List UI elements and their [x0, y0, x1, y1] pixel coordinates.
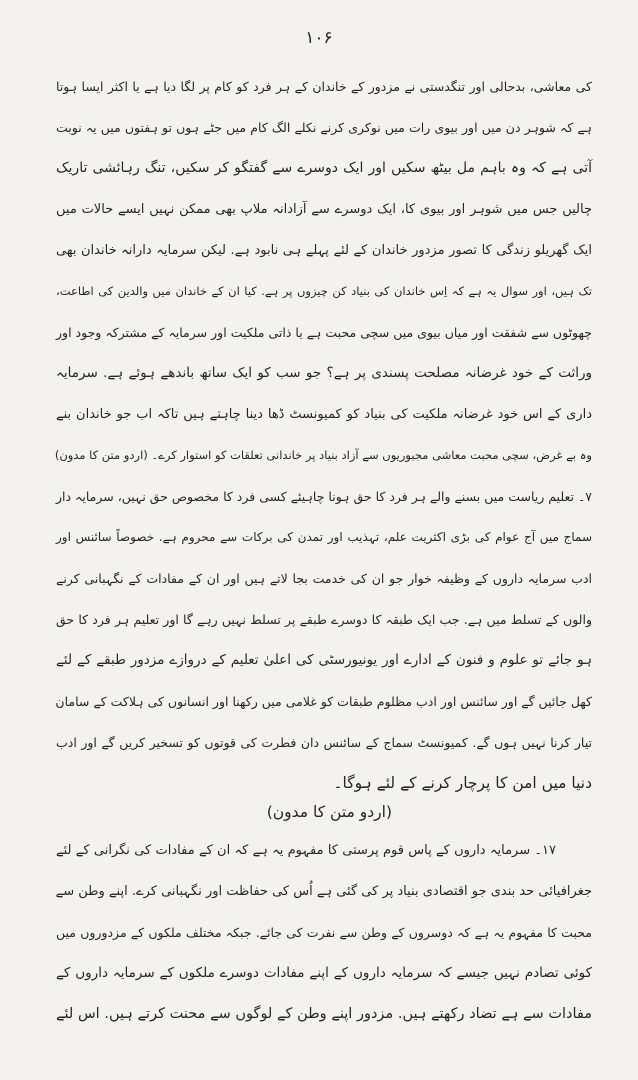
text-line: دنیا میں امن کا پرچار کرنے کے لئے ہوگا۔: [333, 774, 592, 792]
text-line: جغرافیائی حد بندی جو اقتصادی بنیاد پر کی گئی ہے اُس کی حفاظت اور نگہبانی کرے. اپنے وطن سے: [55, 884, 592, 899]
text-line: مفادات سے ہے تضاد رکھتے ہیں. مزدور اپنے وطن کے لوگوں سے محنت کرتے ہیں. اس لئے: [56, 1006, 592, 1022]
page-number: ۱۰۶: [305, 28, 333, 48]
text-line: چھوٹوں سے شفقت اور میاں بیوی میں سچی محبت ہے یا ذاتی ملکیت اور سرمایہ کے مشترکہ وجود اور: [56, 325, 592, 340]
text-line: ۱۷۔ سرمایہ داروں کے پاس قوم پرستی کا مفہوم یہ ہے کہ ان کے مفادات کی نگرانی کے لئے: [56, 843, 556, 858]
editor-note: (اردو متن کا مدون): [266, 803, 392, 821]
document-body: [56, 66, 592, 1035]
text-line: محبت کا مفہوم یہ ہے کہ دوسروں کے وطن سے نفرت کی جائے. جبکہ مختلف ملکوں کے مزدوروں میں: [56, 925, 592, 940]
text-line: آتی ہے کہ وہ باہم مل بیٹھ سکیں اور ایک دوسرے سے گفتگو کر سکیں، تنگ رہائشی تاریک: [56, 160, 592, 176]
text-line: تیار کرنا نہیں ہوں گے. کمیونسٹ سماج کے سائنس دان فطرت کی قوتوں کو تسخیر کریں گے اور ادب: [56, 735, 592, 750]
text-line: وہ بے غرض، سچی محبت معاشی مجبوریوں سے آزاد بنیاد پر خاندانی تعلقات کو استوار کرے۔ (اردو متن کا مدون): [54, 448, 592, 462]
text-line: والوں کے تسلط میں ہے. جب ایک طبقہ کا دوسرے طبقے پر تسلط نہیں رہے گا اور تعلیم ہر فرد کا حق: [56, 612, 592, 627]
text-line: ہے کہ شوہر دن میں اور بیوی رات میں نوکری کرنے نکلے الگ کام میں جٹے ہوں تو ہفتوں میں یہ نوبت: [56, 120, 592, 135]
text-line: ادب سرمایہ داروں کے وظیفہ خوار جو ان کی خدمت بجا لاتے ہیں اور ان کے مفادات کے نگہبانی کرنے: [56, 571, 592, 586]
text-line: تک ہیں، اور سوال یہ ہے کہ اِس خاندان کی بنیاد کن چیزوں پر ہے. کیا ان کے خاندان میں والدین کی اطاعت،: [56, 284, 592, 298]
text-line: کوئی تصادم نہیں جیسے کہ سرمایہ داروں کے اپنے مفادات دوسرے ملکوں کے سرمایہ داروں کے: [56, 965, 592, 981]
text-line: داری کے اس خود غرضانہ ملکیت کی بنیاد کو کمیونسٹ ڈھا دینا چاہتے ہیں تاکہ اب جو خاندان بنے: [56, 407, 592, 422]
text-line: سماج میں آج عوام کی بڑی اکثریت علم، تہذیب اور تمدن کی برکات سے محروم ہے. خصوصاً سائنس اور: [56, 530, 592, 544]
text-line: ۷۔ تعلیم ریاست میں بسنے والے ہر فرد کا حق ہونا چاہیئے کسی فرد کا مخصوص حق نہیں، سرمایہ دار: [56, 489, 592, 504]
text-line: ایک گھریلو زندگی کا تصور مزدور خاندان کے لئے پہلے ہی نابود ہے. لیکن سرمایہ دارانہ خاندان بھی: [56, 243, 592, 258]
text-line: چالیں جس میں شوہر اور بیوی کا، ایک دوسرے سے آزادانہ ملاپ بھی ممکن نہیں ایسے حالات میں: [56, 202, 592, 217]
text-line: ہو جائے تو علوم و فنون کے ادارے اور یونیورسٹی کی اعلیٰ تعلیم کے دروازے مزدور طبقے کے لئے: [56, 652, 592, 668]
text-line: کی معاشی، بدحالی اور تنگدستی نے مزدور کے خاندان کے ہر فرد کو کام پر لگا دیا ہے یا اکثر ایسا ہوتا: [56, 79, 592, 94]
text-line: وراثت کے خود غرضانہ مصلحت پسندی پر ہے؟ جو سب کو ایک ساتھ باندھے ہوئے ہے. سرمایہ: [56, 365, 592, 381]
text-line: کھل جائیں گے اور سائنس اور ادب مظلوم طبقات کو غلامی میں رکھنا اور انسانوں کی ہلاکت کے سامان: [55, 694, 592, 709]
